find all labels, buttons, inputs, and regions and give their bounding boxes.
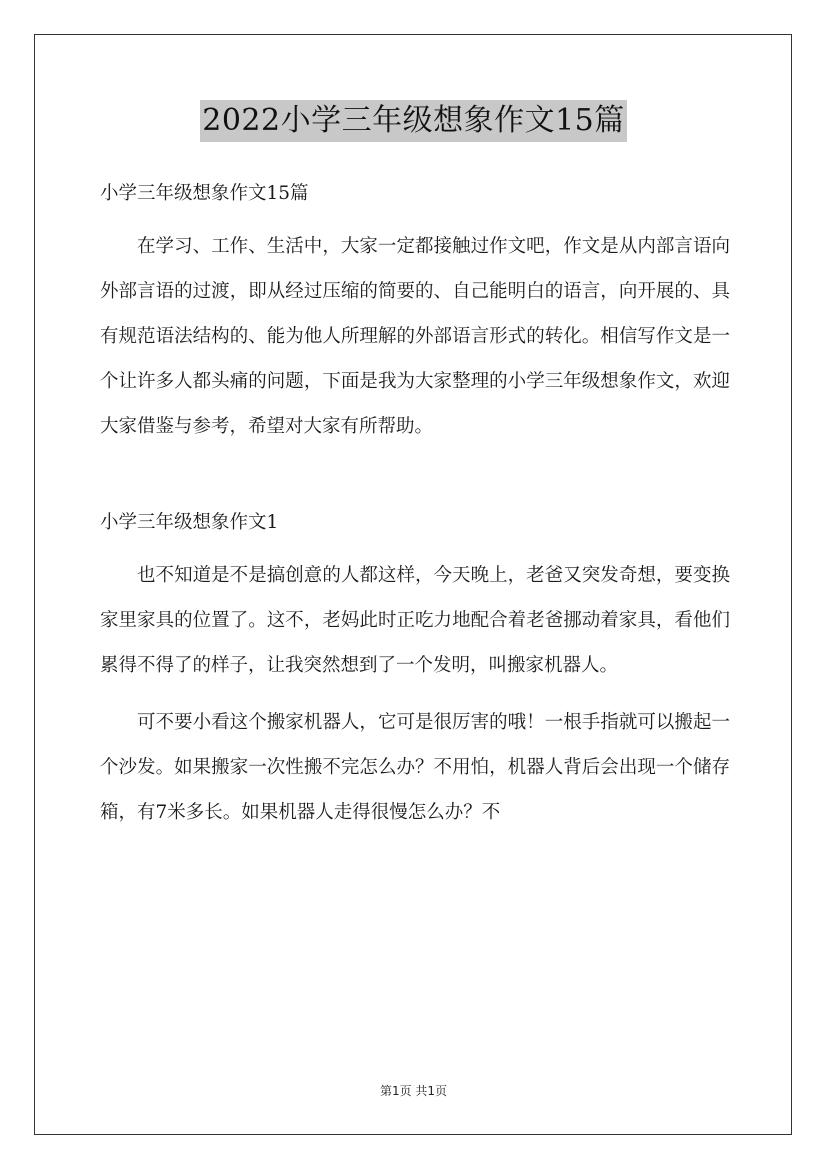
title-container [0, 100, 827, 142]
page-number: 第1页 共1页 [379, 1084, 448, 1098]
section-heading: 小学三年级想象作文1 [100, 512, 279, 533]
document-subtitle: 小学三年级想象作文15篇 [100, 183, 309, 204]
spacer [100, 212, 730, 224]
document-title: 2022小学三年级想象作文15篇 [200, 100, 627, 142]
page-footer [0, 1082, 827, 1099]
intro-paragraph: 在学习、工作、生活中，大家一定都接触过作文吧，作文是从内部言语向外部言语的过渡，即从经过压缩的简要的、自己能明白的语言，向开展的、具有规范语法结构的、能为他人所理解的外部语言形式的转化。相信写作文是一个让许多人都头痛的问题，下面是我为大家整理的小学三年级想象作文，欢迎大家借鉴与参考，希望对大家有所帮助。 [100, 236, 730, 437]
section-paragraph-2: 可不要小看这个搬家机器人，它可是很厉害的哦！一根手指就可以搬起一个沙发。如果搬家一次性搬不完怎么办？不用怕，机器人背后会出现一个储存箱，有7米多长。如果机器人走得很慢怎么办？不 [100, 712, 730, 823]
document-body [100, 176, 730, 835]
spacer [100, 449, 730, 505]
spacer [100, 541, 730, 553]
spacer [100, 688, 730, 700]
section-paragraph-1: 也不知道是不是搞创意的人都这样，今天晚上，老爸又突发奇想，要变换家里家具的位置了。这不，老妈此时正吃力地配合着老爸挪动着家具，看他们累得不得了的样子，让我突然想到了一个发明，叫搬家机器人。 [100, 565, 730, 676]
